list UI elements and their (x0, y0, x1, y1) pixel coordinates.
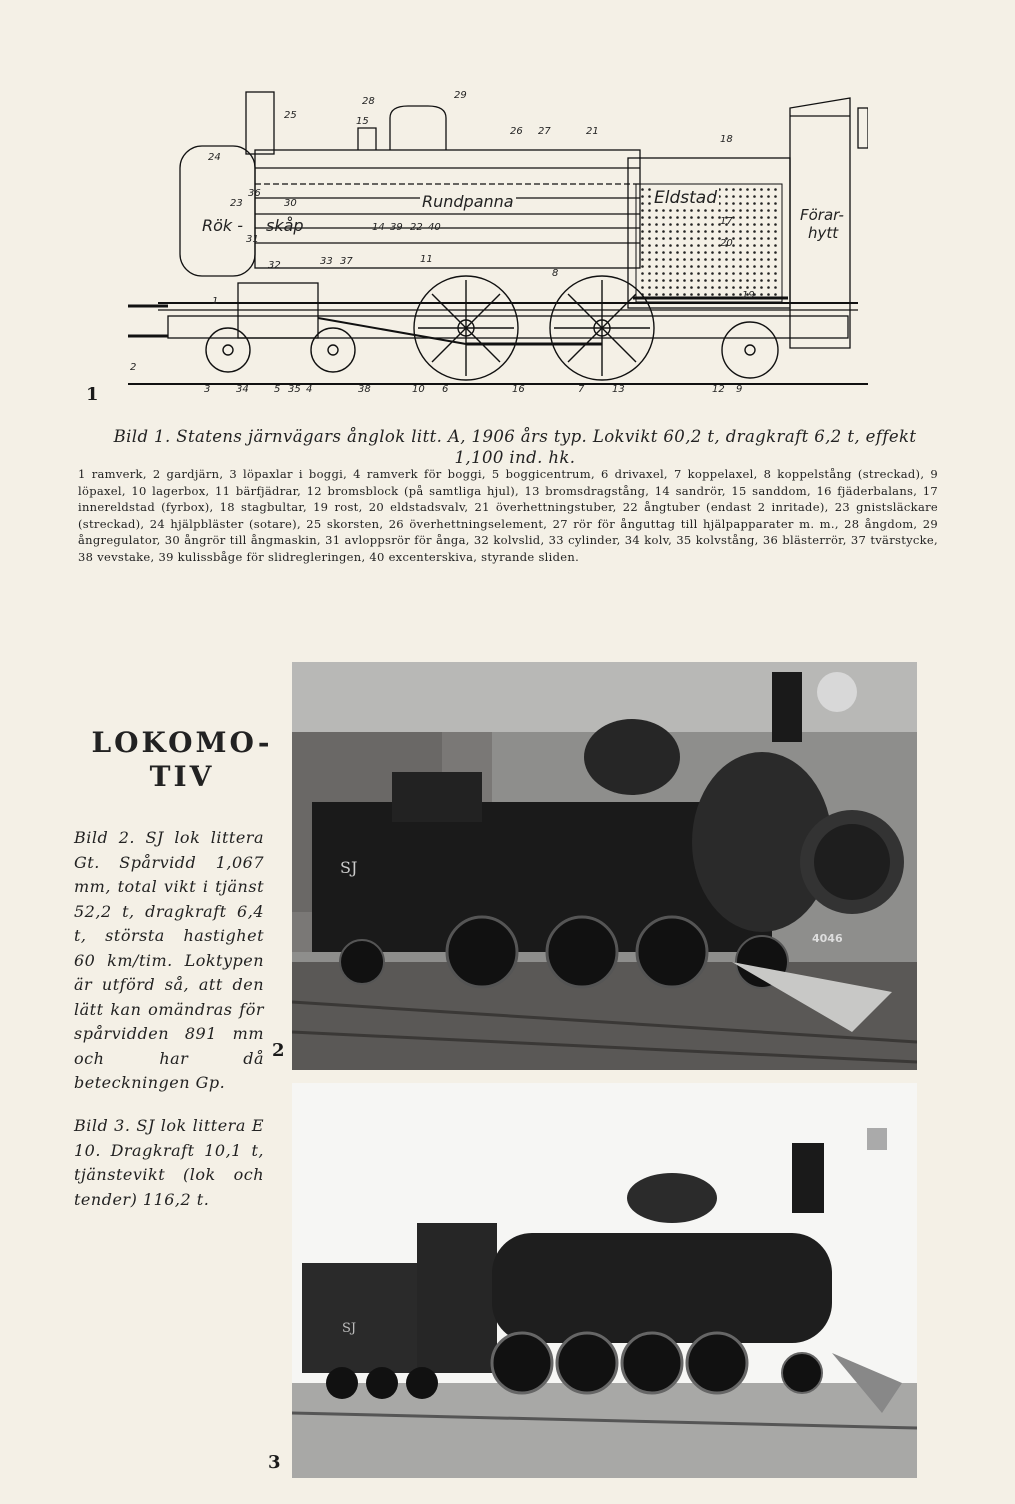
callout: 13 (612, 384, 625, 395)
callout: 1 (212, 296, 219, 307)
label-rokskap-1: Rök - (202, 216, 244, 235)
callout: 17 (720, 216, 733, 227)
callout: 20 (720, 238, 733, 249)
callout: 16 (512, 384, 525, 395)
callout: 35 (288, 384, 301, 395)
callout: 14 (372, 222, 385, 233)
callout: 6 (442, 384, 449, 395)
figure-2-caption: Bild 2. SJ lok littera Gt. Spårvidd 1,067 mm, total vikt i tjänst 52,2 t, dragkraft 6,4 t, största hastighet 60 km/tim. Loktypen är utförd så, att den lätt kan omändras för spårvidden 891 mm och har då beteckningen Gp. (74, 828, 264, 1092)
callout: 31 (246, 234, 259, 245)
label-rokskap-2: skåp (266, 216, 304, 235)
callout: 32 (268, 260, 281, 271)
callout: 21 (586, 126, 599, 137)
figure-1-caption: Bild 1. Statens järnvägars ånglok litt. A, 1906 års typ. Lokvikt 60,2 t, dragkraft 6,2 t, effekt 1,100 ind. hk. (113, 427, 917, 467)
callout: 22 (410, 222, 423, 233)
figure-number-1: 1 (86, 384, 99, 405)
callout: 39 (390, 222, 403, 233)
callout: 12 (712, 384, 725, 395)
callout: 19 (742, 290, 755, 301)
callout: 28 (362, 96, 375, 107)
callout: 36 (248, 188, 261, 199)
callout: 11 (420, 254, 433, 265)
callout: 25 (284, 110, 297, 121)
section-heading-line-2: TIV (149, 760, 215, 793)
callout-numbers (128, 88, 868, 406)
callout: 15 (356, 116, 369, 127)
label-forarhytt-1: Förar- (800, 206, 844, 224)
callout: 38 (358, 384, 371, 395)
callout: 40 (428, 222, 441, 233)
loco-number-4046: 4046 (812, 932, 843, 945)
photo-locomotive-gt-svg (292, 662, 917, 1070)
callout: 8 (552, 268, 559, 279)
callout: 18 (720, 134, 733, 145)
loco-lettering-sj: SJ (342, 1321, 357, 1336)
callout: 4 (306, 384, 313, 395)
callout: 2 (130, 362, 137, 373)
section-heading-line-1: LOKOMO- (91, 726, 273, 759)
callout: 24 (208, 152, 221, 163)
callout: 3 (204, 384, 211, 395)
figure-number-3: 3 (268, 1452, 281, 1473)
label-eldstad: Eldstad (654, 188, 717, 208)
photo-locomotive-gt (292, 662, 917, 1070)
locomotive-diagram (128, 88, 868, 406)
figure-number-2: 2 (272, 1040, 285, 1061)
label-forarhytt-2: hytt (808, 224, 839, 242)
callout: 33 (320, 256, 333, 267)
figure-3-caption: Bild 3. SJ lok littera E 10. Dragkraft 10,1 t, tjänstevikt (lok och tender) 116,2 t. (74, 1116, 264, 1209)
section-heading (82, 726, 282, 794)
loco-lettering-sj: SJ (340, 858, 358, 877)
callout: 9 (736, 384, 743, 395)
callout: 10 (412, 384, 425, 395)
callout: 27 (538, 126, 551, 137)
label-rundpanna: Rundpanna (422, 192, 514, 211)
photo-locomotive-e10-svg (292, 1083, 917, 1478)
callout: 30 (284, 198, 297, 209)
callout: 29 (454, 90, 467, 101)
callout: 5 (274, 384, 281, 395)
photo-locomotive-e10 (292, 1083, 917, 1478)
callout: 37 (340, 256, 353, 267)
figure-1-legend: 1 ramverk, 2 gardjärn, 3 löpaxlar i boggi, 4 ramverk för boggi, 5 boggicentrum, 6 drivaxel, 7 koppelaxel, 8 koppelstång (streckad), 9 löpaxel, 10 lagerbox, 11 bärfjädrar, 12 bromsblock (på samtliga hjul), 13 bromsdragstång, 14 sandrör, 15 sanddom, 16 fjäderbalans, 17 innereldstad (fyrbox), 18 stagbultar, 19 rost, 20 eldstadsvalv, 21 överhettningstuber, 22 ångtuber (endast 2 inritade), 23 gnistsläckare (streckad), 24 hjälpbläster (sotare), 25 skorsten, 26 överhettningselement, 27 rör för ånguttag till hjälpapparater m. m., 28 ångdom, 29 ångregulator, 30 ångrör till ångmaskin, 31 avloppsrör för ånga, 32 kolvslid, 33 cylinder, 34 kolv, 35 kolvstång, 36 blästerrör, 37 tvärstycke, 38 vevstake, 39 kulissbåge för slidregleringen, 40 excenterskiva, styrande sliden. (78, 467, 938, 564)
callout: 26 (510, 126, 523, 137)
callout: 23 (230, 198, 243, 209)
callout: 7 (578, 384, 585, 395)
callout: 34 (236, 384, 249, 395)
